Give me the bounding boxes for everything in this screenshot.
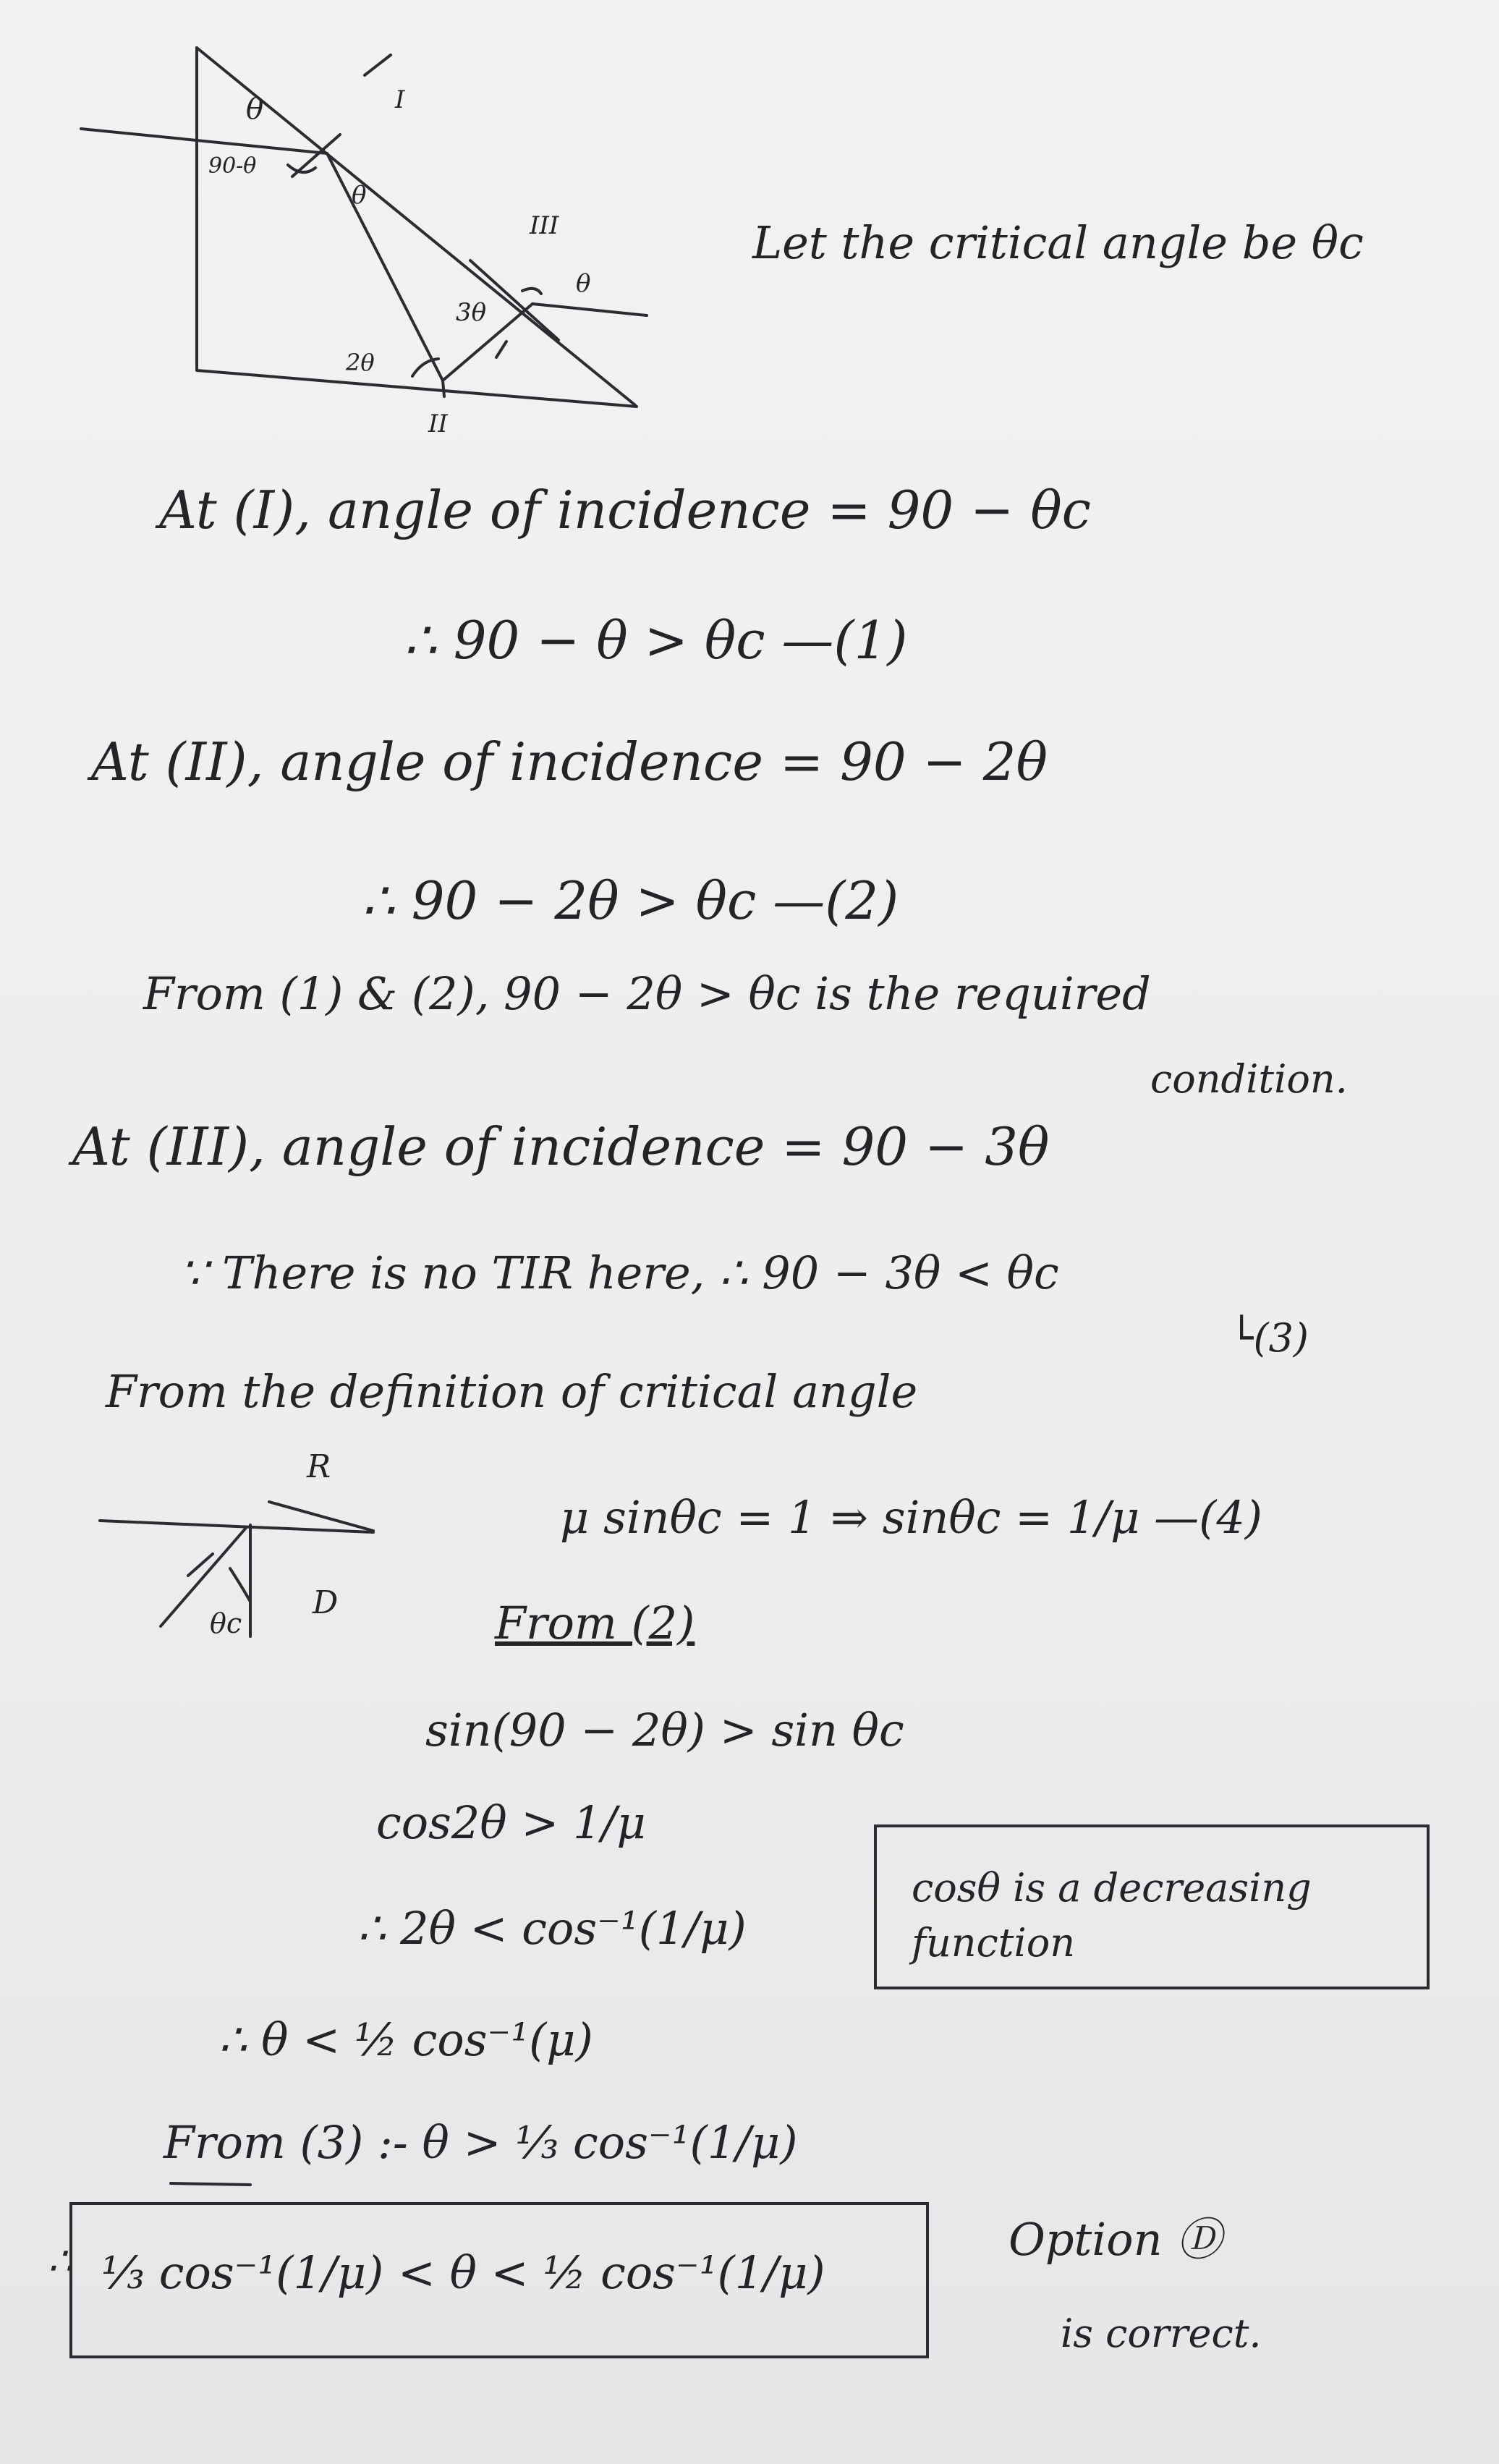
line-definition: From the definition of critical angle — [106, 1365, 918, 1418]
label-theta-right: θ — [576, 269, 591, 298]
label-ray-I: I — [395, 85, 405, 114]
label-theta-top: θ — [246, 93, 264, 126]
label-D: D — [313, 1584, 339, 1621]
line-sin-eq: μ sinθc = 1 ⇒ sinθc = 1/μ —(4) — [560, 1491, 1262, 1544]
final-answer-box — [69, 2202, 929, 2358]
line-at-I: At (I), angle of incidence = 90 − θc — [159, 480, 1091, 540]
line-eq2: ∴ 90 − 2θ > θc —(2) — [362, 870, 899, 931]
note-text: cosθ is a decreasing function — [912, 1865, 1312, 1966]
line-sin-ineq: sin(90 − 2θ) > sin θc — [425, 1704, 904, 1756]
label-theta-c: θc — [210, 1607, 242, 1639]
is-correct-text: is correct. — [1061, 2311, 1262, 2356]
line-cos-ineq: cos2θ > 1/μ — [376, 1796, 646, 1849]
line-theta-lt: ∴ θ < ½ cos⁻¹(μ) — [218, 2013, 593, 2066]
line-condition: condition. — [1150, 1056, 1348, 1102]
line-at-II: At (II), angle of incidence = 90 − 2θ — [91, 731, 1048, 792]
label-ray-III: III — [530, 211, 559, 240]
line-eq1: ∴ 90 − θ > θc —(1) — [404, 610, 908, 671]
line-cos-inverse: ∴ 2θ < cos⁻¹(1/μ) — [357, 1902, 747, 1955]
label-ray-II: II — [428, 409, 448, 438]
therefore-symbol: ∴ — [48, 2238, 73, 2284]
line-from-3: From (3) :- θ > ⅓ cos⁻¹(1/μ) — [164, 2116, 798, 2169]
line-from-2: From (2) — [495, 1597, 695, 1649]
line-at-III: At (III), angle of incidence = 90 − 3θ — [72, 1116, 1050, 1177]
intro-text: Let the critical angle be θc — [752, 216, 1364, 269]
line-no-tir: ∵ There is no TIR here, ∴ 90 − 3θ < θc — [179, 1246, 1059, 1299]
label-2theta: 2θ — [346, 349, 375, 376]
option-text: Option Ⓓ — [1008, 2213, 1222, 2266]
eq3-tag: └(3) — [1230, 1315, 1309, 1361]
label-theta-mid: θ — [352, 181, 367, 210]
final-answer: ⅓ cos⁻¹(1/μ) < θ < ½ cos⁻¹(1/μ) — [101, 2246, 825, 2299]
label-90-minus-theta: 90-θ — [208, 153, 257, 179]
label-3theta: 3θ — [456, 298, 487, 327]
line-from-1-2: From (1) & (2), 90 − 2θ > θc is the required — [143, 967, 1151, 1020]
label-R: R — [307, 1448, 331, 1485]
